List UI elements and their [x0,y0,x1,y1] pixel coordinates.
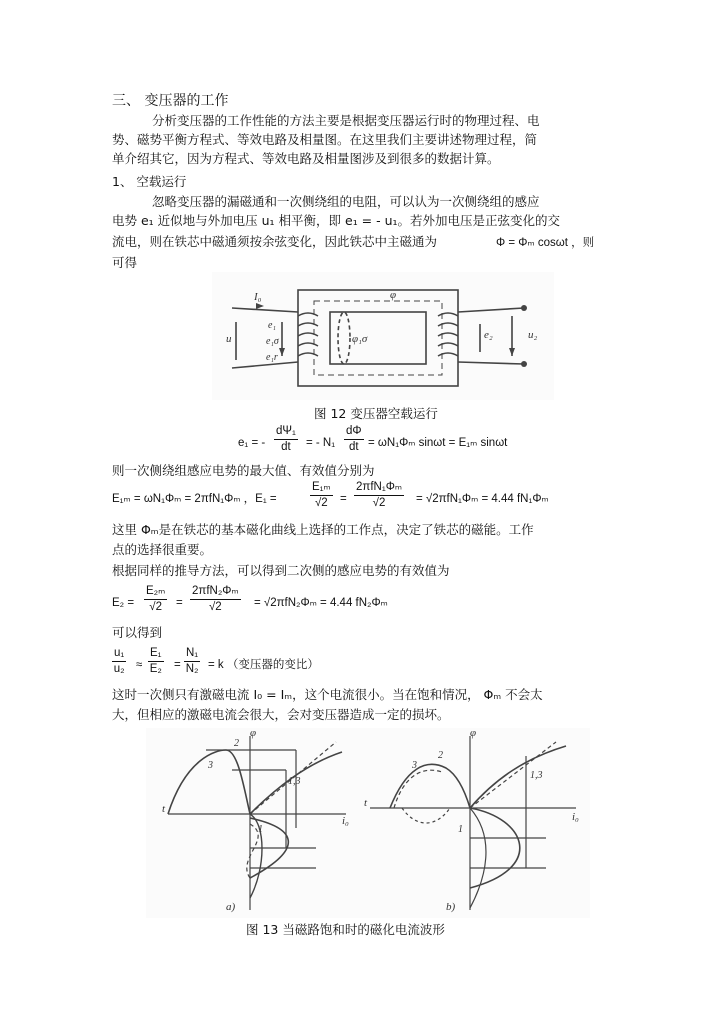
fig13-mark-1-a: 1 [258,824,263,835]
intro-line-2: 势、磁势平衡方程式、等效电路及相量图。在这里我们主要讲述物理过程，简 [112,132,538,147]
eq-E1-frac2-den: √2 [372,497,386,509]
eq-E1-part1: E₁ₘ = ωN₁Φₘ = 2πfN₁Φₘ ，E₁ = [112,493,277,505]
eq-E2-rhs: = √2πfN₂Φₘ = 4.44 fN₂Φₘ [254,597,388,609]
fig13-axis-phi-a: φ [250,728,257,739]
eq-ratio-frac1-num: u₁ [112,646,126,662]
para-line-2: 电势 e₁ 近似地与外加电压 u₁ 相平衡，即 e₁ = - u₁。若外加电压是正弦变化的交 [112,213,561,228]
fig13-mark-13-a: 1,3 [288,776,301,787]
eq-E2-frac2-den: √2 [208,601,222,613]
fig13-axis-i-a: i₀ [342,815,349,827]
eq-E2-frac1-num: E₂ₘ [144,584,167,600]
fig12-label-phi: φ [390,289,397,301]
eq-E1-frac2-num: 2πfN₁Φₘ [354,480,404,496]
eq-e1-frac1-num: dΨ₁ [274,424,298,440]
fig12-label-e1sigma: e₁σ [266,336,279,347]
section-heading: 三、 变压器的工作 [112,93,229,109]
figure-13-caption: 图 13 当磁路饱和时的磁化电流波形 [246,922,445,937]
fig13-mark-1-b: 1 [458,824,463,835]
fig13-mark-13-b: 1,3 [530,770,543,781]
fig13-mark-3-b: 3 [412,760,417,771]
eq-E1-equals: = [340,493,347,505]
figure-13-waveforms [146,728,590,918]
eq-ratio-rhs: = k （变压器的变比） [208,659,319,671]
eq-ratio-frac1 [112,646,126,677]
eq-ratio-frac1-den: u₂ [113,663,125,675]
text-get: 可以得到 [112,625,163,640]
fig12-label-u: u [226,333,232,345]
subsection-heading: 1、 空载运行 [112,174,187,189]
fig12-label-phi1sigma: φ₁σ [352,333,368,345]
fig13-panel-a-label: a) [226,901,236,913]
eq-E2-frac1-den: √2 [149,601,163,613]
text-secondary: 根据同样的推导方法，可以得到二次侧的感应电势的有效值为 [112,563,450,578]
fig12-label-e2: e₂ [484,329,493,341]
fig13-panel-b [370,736,576,910]
fig12-label-e1r: e₁r [266,352,278,363]
flux-formula: Φ = Φₘ cosωt ，则 [496,237,595,249]
eq-e1-mid: = - N₁ [306,437,336,449]
intro-line-3: 单介绍其它，因为方程式、等效电路及相量图涉及到很多的数据计算。 [112,151,500,166]
eq-ratio-frac3-num: N₁ [184,646,200,662]
fig13-axis-i-b: i₀ [572,811,579,823]
eq-ratio-frac2-num: E₁ [148,646,164,662]
eq-E1-frac1 [310,480,333,511]
text-phi-m-line-1: 这里 Φₘ是在铁芯的基本磁化曲线上选择的工作点，决定了铁芯的磁能。工作 [112,522,534,537]
eq-E1-rhs: = √2πfN₁Φₘ = 4.44 fN₁Φₘ [416,493,549,505]
eq-E2-frac1 [144,584,167,615]
eq-e1-lhs: e₁ = - [238,437,266,449]
para-line-3: 流电，则在铁芯中磁通须按余弦变化，因此铁芯中主磁通为 [112,234,438,249]
fig13-panel-b-label: b) [446,901,456,913]
eq-ratio-frac3-den: N₂ [185,663,199,675]
fig12-label-e1: e₁ [268,320,276,331]
fig13-mark-3-a: 3 [208,760,213,771]
fig12-label-u2: u₂ [528,329,538,341]
eq-ratio-equals: = [174,659,181,671]
eq-E2-frac2-num: 2πfN₂Φₘ [190,584,241,600]
fig13-mark-2-a: 2 [234,738,239,749]
eq-ratio-frac2 [148,646,164,677]
eq-e1-frac1 [274,424,298,455]
para-line-4: 可得 [112,255,138,270]
eq-E2-lhs: E₂ = [112,597,135,609]
eq-E2-equals: = [176,597,183,609]
eq-ratio-frac2-den: E₂ [149,663,162,675]
intro-line-1: 分析变压器的工作性能的方法主要是根据变压器运行时的物理过程、电 [152,113,540,128]
text-max-values: 则一次侧绕组感应电势的最大值、有效值分别为 [112,463,375,478]
eq-e1-frac2-den: dt [348,441,359,453]
para-line-1: 忽略变压器的漏磁通和一次侧绕组的电阻，可以认为一次侧绕组的感应 [152,194,540,209]
eq-e1-frac2 [344,424,364,455]
text-saturation-line-1: 这时一次侧只有激磁电流 I₀ = Iₘ，这个电流很小。当在饱和情况， Φₘ 不会太 [112,687,543,702]
eq-ratio-frac3 [184,646,200,677]
eq-ratio-approx: ≈ [136,659,143,671]
eq-E1-frac1-num: E₁ₘ [310,480,333,496]
eq-e1-frac1-den: dt [281,441,291,453]
eq-E2-frac2 [190,584,241,615]
text-phi-m-line-2: 点的选择很重要。 [112,542,213,557]
fig13-panel-a [168,736,346,910]
eq-e1-rhs: = ωN₁Φₘ sinωt = E₁ₘ sinωt [368,437,508,449]
figure-12-transformer [212,272,554,400]
figure-12-caption: 图 12 变压器空载运行 [314,406,438,421]
fig13-axis-t-a: t [162,803,166,815]
eq-E1-frac2 [354,480,404,511]
fig13-axis-phi-b: φ [470,728,477,739]
fig13-axis-t-b: t [364,797,368,809]
text-saturation-line-2: 大，但相应的激磁电流会很大，会对变压器造成一定的损坏。 [112,707,450,722]
fig12-label-i0: I₀ [254,291,262,303]
fig13-mark-2-b: 2 [438,750,443,761]
eq-e1-frac2-num: dΦ [344,424,364,440]
eq-E1-frac1-den: √2 [315,497,328,509]
